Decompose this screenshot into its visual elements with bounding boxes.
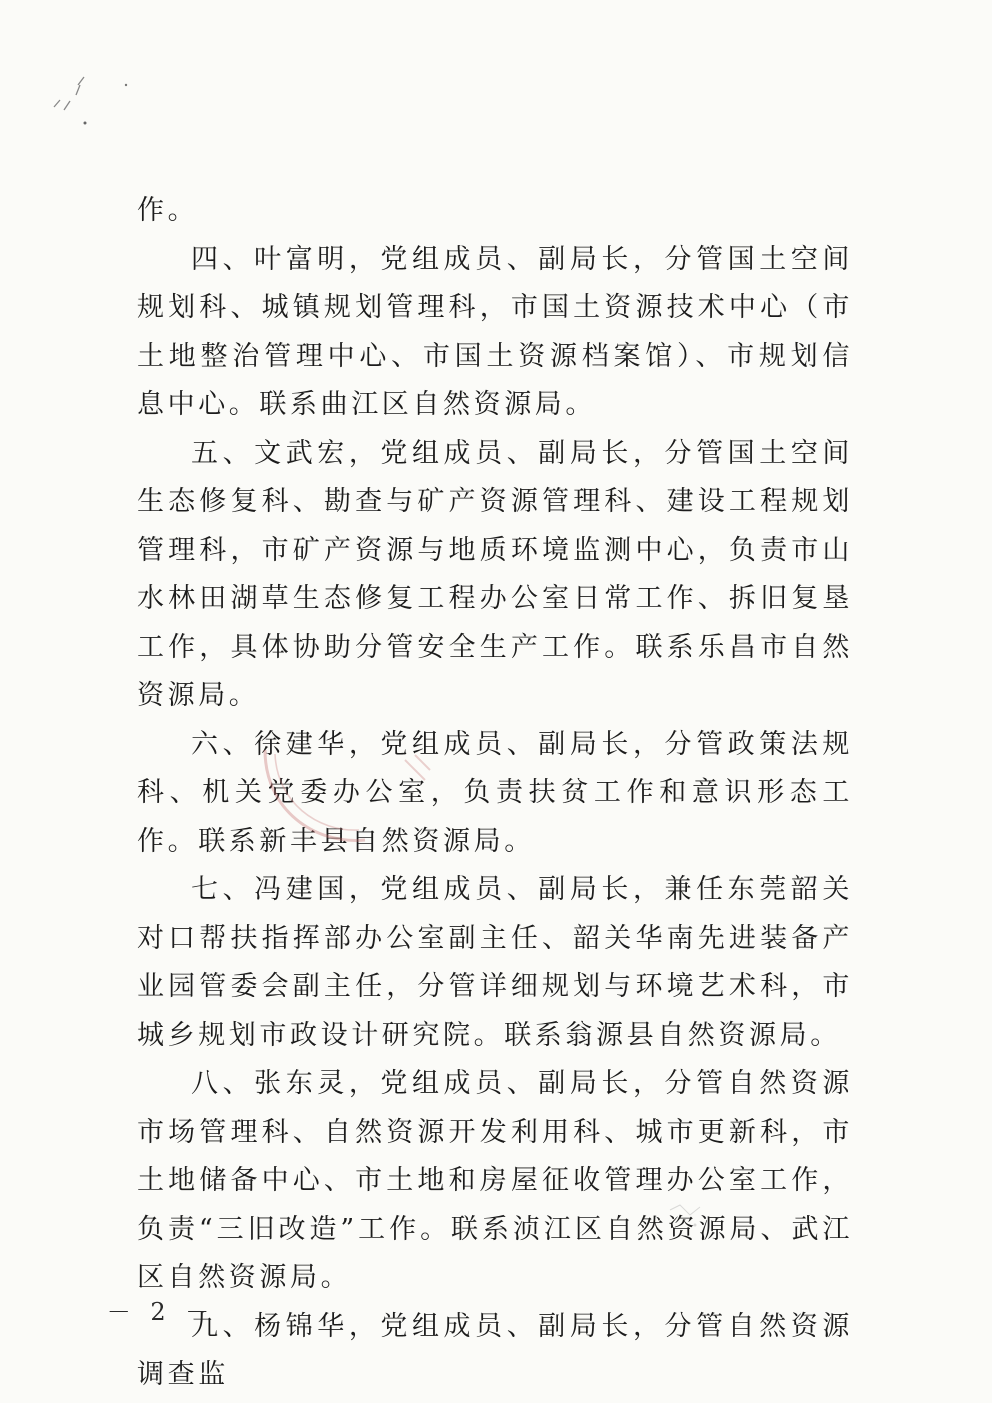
paragraph-item-4: 四、叶富明，党组成员、副局长，分管国土空间规划科、城镇规划管理科，市国土资源技术中心（市土地整治管理中心、市国土资源档案馆）、市规划信息中心。联系曲江区自然资源局。	[137, 243, 853, 420]
page-number: － 2 －	[106, 1298, 216, 1326]
paragraph-item-6: 六、徐建华，党组成员、副局长，分管政策法规科、机关党委办公室，负责扶贫工作和意识形态工作。联系新丰县自然资源局。	[137, 728, 853, 857]
paragraph-continuation: 作。	[137, 195, 199, 226]
faded-seal-stamp	[255, 740, 445, 850]
paragraph-item-7: 七、冯建国，党组成员、副局长，兼任东莞韶关对口帮扶指挥部办公室副主任、韶关华南先进装备产业园管委会副主任，分管详细规划与环境艺术科，市城乡规划市政设计研究院。联系翁源县自然资源局。	[137, 874, 853, 1051]
paragraph-item-5: 五、文武宏，党组成员、副局长，分管国土空间生态修复科、勘查与矿产资源管理科、建设工程规划管理科，市矿产资源与地质环境监测中心，负责市山水林田湖草生态修复工程办公室日常工作、拆旧复垦工作，具体协助分管安全生产工作。联系乐昌市自然资源局。	[137, 437, 853, 711]
paragraph-item-9: 九、杨锦华，党组成员、副局长，分管自然资源调查监	[137, 1310, 853, 1390]
paragraph-item-8: 八、张东灵，党组成员、副局长，分管自然资源市场管理科、自然资源开发利用科、城市更新科，市土地储备中心、市土地和房屋征收管理办公室工作，负责“三旧改造”工作。联系浈江区自然资源局、武江区自然资源局。	[137, 1068, 853, 1293]
scan-speck-mark	[660, 1185, 720, 1235]
paper-crease-mark	[40, 55, 150, 135]
document-body	[137, 187, 853, 1400]
